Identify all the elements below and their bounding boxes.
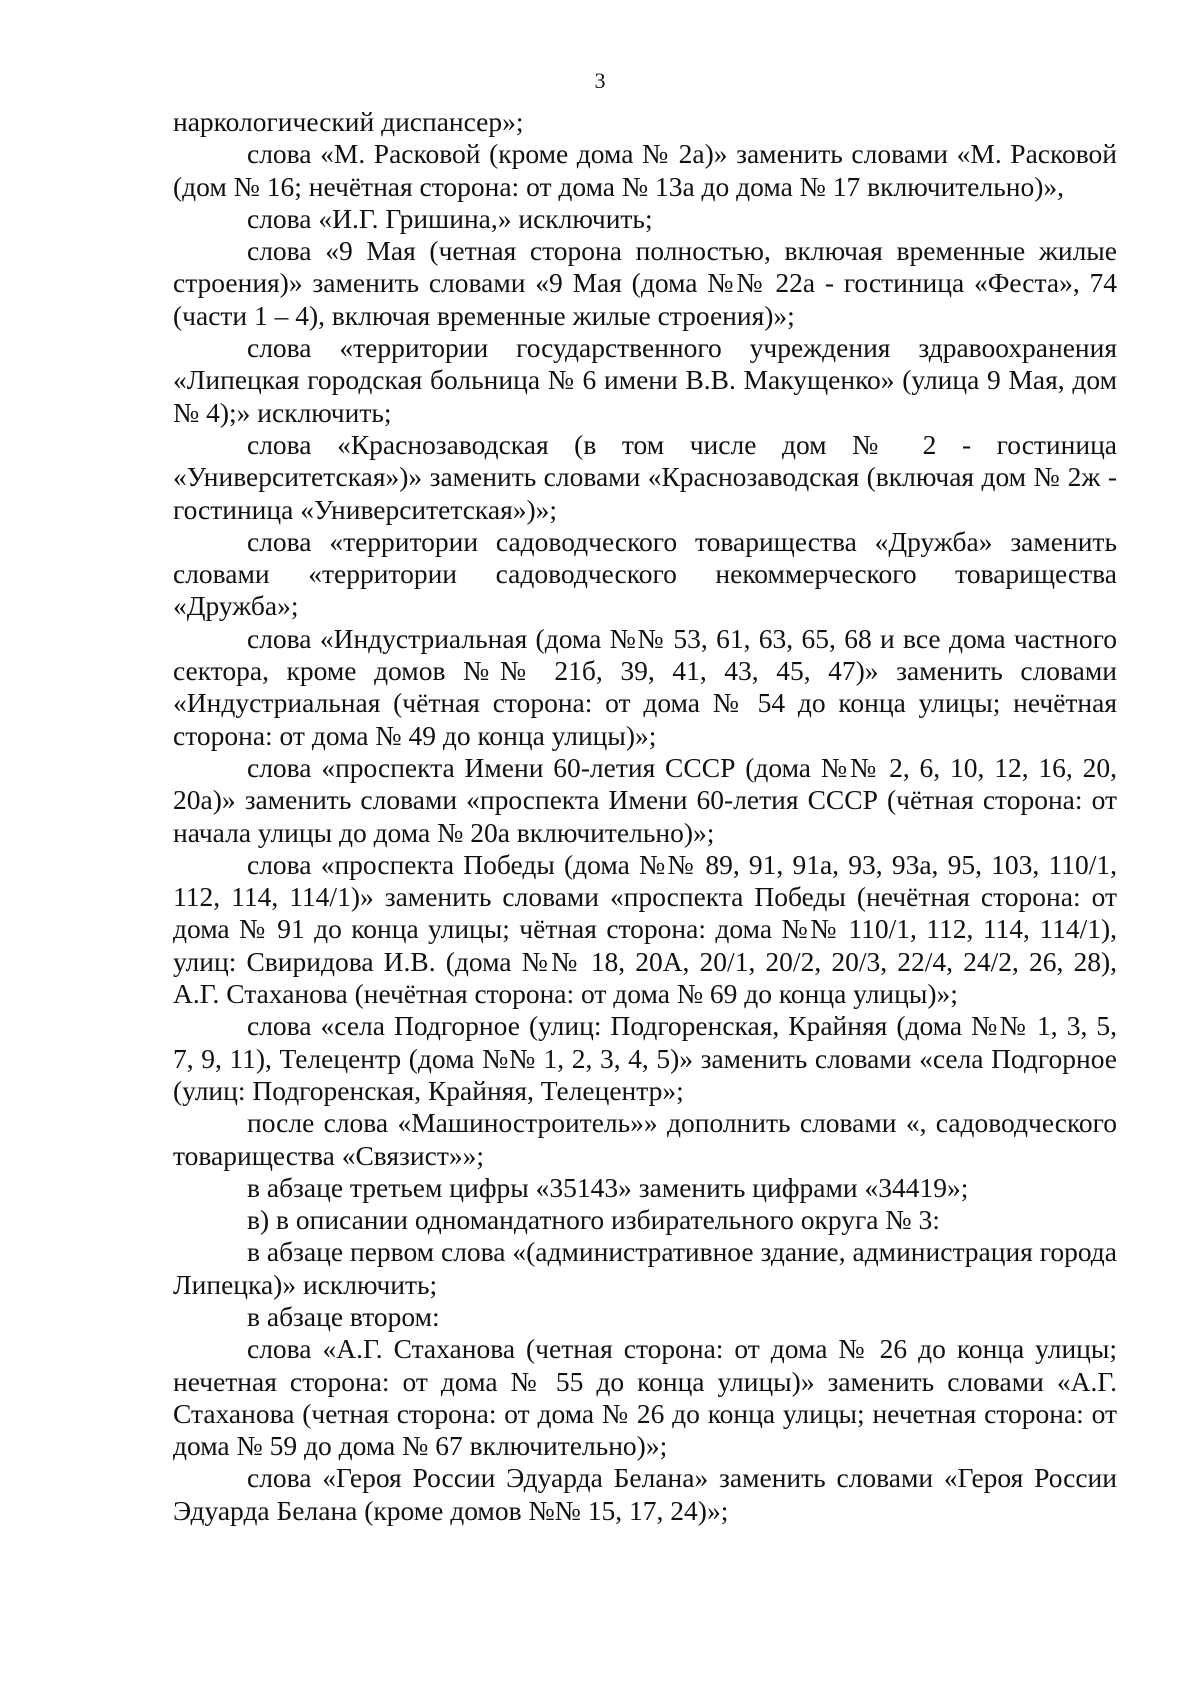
paragraph: слова «9 Мая (четная сторона полностью, включая временные жилые строения)» заменить словами «9 Мая (дома №№ 22а - гостиница «Феста», 74 (части 1 – 4), включая временные жилые строения)»; (173, 235, 1117, 331)
paragraph: слова «села Подгорное (улиц: Подгоренская, Крайняя (дома №№ 1, 3, 5, 7, 9, 11), Телецентр (дома №№ 1, 2, 3, 4, 5)» заменить словами «села Подгорное (улиц: Подгоренская, Крайняя, Телецентр»; (173, 1010, 1117, 1106)
paragraph: слова «М. Расковой (кроме дома № 2а)» заменить словами «М. Расковой (дом № 16; нечётная сторона: от дома № 13а до дома № 17 включительно)», (173, 138, 1117, 202)
paragraph: слова «Краснозаводская (в том числе дом № 2 - гостиница «Университетская»)» заменить словами «Краснозаводская (включая дом № 2ж - гостиница «Университетская»)»; (173, 428, 1117, 525)
document-body (173, 106, 1117, 1527)
paragraph: слова «А.Г. Стаханова (четная сторона: от дома № 26 до конца улицы; нечетная сторона: от дома № 55 до конца улицы)» заменить словами «А.Г. Стаханова (четная сторона: от дома № 26 до конца улицы; нечетная сторона: от дома № 59 до дома № 67 включительно)»; (173, 1333, 1117, 1462)
paragraph: в абзаце третьем цифры «35143» заменить цифрами «34419»; (247, 1171, 969, 1203)
paragraph: слова «территории государственного учреждения здравоохранения «Липецкая городская больница № 6 имени В.В. Макущенко» (улица 9 Мая, дом № 4);» исключить; (173, 332, 1117, 428)
paragraph: наркологический диспансер»; (173, 106, 524, 137)
paragraph: слова «проспекта Победы (дома №№ 89, 91, 91а, 93, 93а, 95, 103, 110/1, 112, 114, 114/1)» заменить словами «проспекта Победы (нечётная сторона: от дома № 91 до конца улицы; чётная сторона: дома №№ 110/1, 112, 114, 114/1), улиц: Свиридова И.В. (дома №№ 18, 20А, 20/1, 20/2, 20/3, 22/4, 24/2, 26, 28), А.Г. Стаханова (нечётная сторона: от дома № 69 до конца улицы)»; (173, 848, 1117, 1010)
paragraph: слова «Индустриальная (дома №№ 53, 61, 63, 65, 68 и все дома частного сектора, кроме домов №№ 21б, 39, 41, 43, 45, 47)» заменить словами «Индустриальная (чётная сторона: от дома № 54 до конца улицы; нечётная сторона: от дома № 49 до конца улицы)»; (173, 622, 1117, 751)
paragraph: в абзаце первом слова «(административное здание, администрация города Липецка)» исключить; (173, 1236, 1117, 1300)
page-number: 3 (594, 68, 606, 93)
paragraph: слова «проспекта Имени 60-летия СССР (дома №№ 2, 6, 10, 12, 16, 20, 20а)» заменить словами «проспекта Имени 60-летия СССР (чётная сторона: от начала улицы до дома № 20а включительно)»; (173, 751, 1117, 848)
paragraph: слова «территории садоводческого товарищества «Дружба» заменить словами «территории садоводческого некоммерческого товарищества «Дружба»; (173, 525, 1117, 622)
paragraph: слова «Героя России Эдуарда Белана» заменить словами «Героя России Эдуарда Белана (кроме домов №№ 15, 17, 24)»; (173, 1462, 1117, 1526)
paragraph: в абзаце втором: (247, 1300, 440, 1332)
paragraph: слова «И.Г. Гришина,» исключить; (247, 202, 653, 234)
paragraph: после слова «Машиностроитель»» дополнить словами «, садоводческого товарищества «Связист»»; (173, 1107, 1117, 1171)
paragraph: в) в описании одномандатного избирательного округа № 3: (247, 1204, 940, 1236)
